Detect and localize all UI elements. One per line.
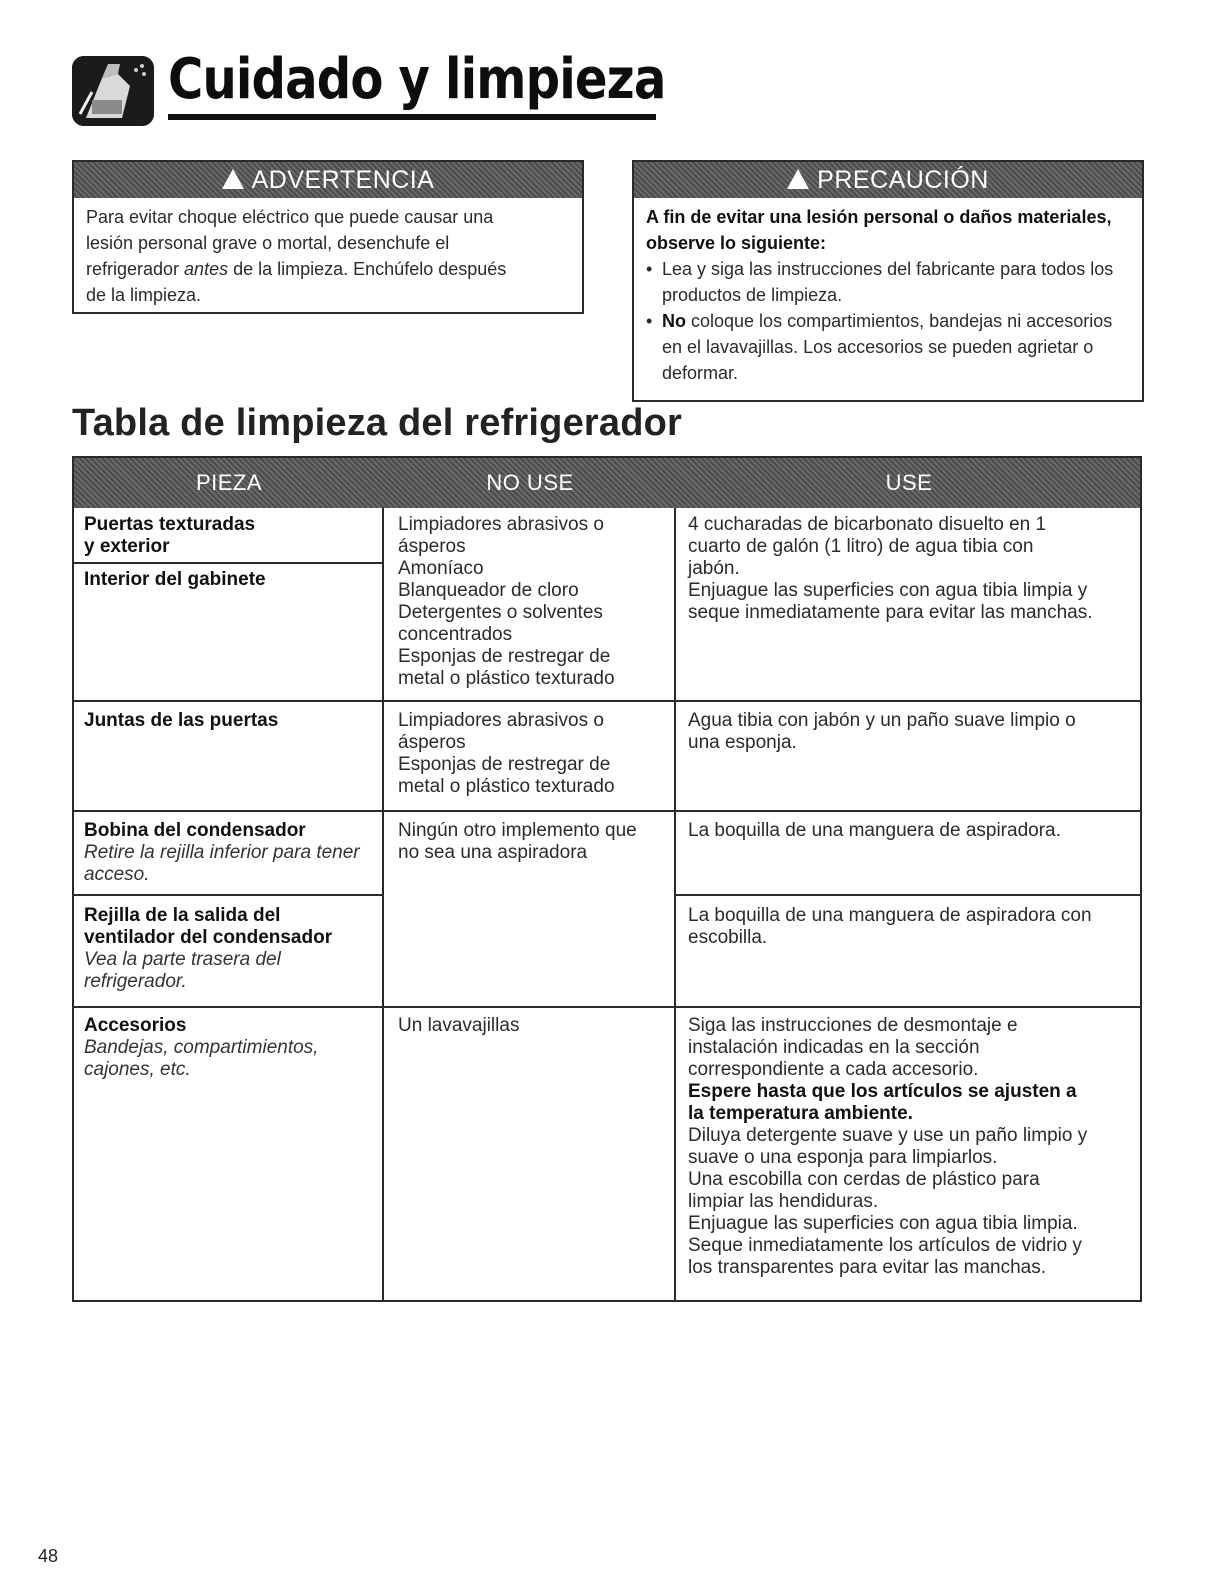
warning-triangle-icon: [222, 169, 244, 189]
caution-bullet-2: • No coloque los compartimientos, bandejas ni accesorios en el lavavajillas. Los accesorios se pueden agrietar o deformar.: [646, 308, 1130, 386]
table-row: Bobina del condensador Retire la rejilla inferior para tener acceso.: [84, 820, 360, 885]
no-use-cell-r5: Un lavavajillas: [398, 1015, 520, 1036]
warning-box: [72, 160, 584, 314]
use-cell-r5: Siga las instrucciones de desmontaje e instalación indicadas en la sección correspondiente a cada accesorio. Espere hasta que los artículos se ajusten a la temperatura ambiente. Diluya detergente suave y use un paño limpio y suave o una esponja para limpiarlos. Una escobilla con cerdas de plástico para limpiar las hendiduras. Enjuague las superficies con agua tibia limpia. Seque inmediatamente los artículos de vidrio y los transparentes para evitar las manchas.: [688, 1015, 1088, 1278]
page-title: Cuidado y limpieza: [168, 47, 666, 112]
caution-list: [646, 256, 1130, 386]
no-use-cell-r3: Ningún otro implemento que no sea una aspiradora: [398, 820, 637, 863]
col-header-pieza: PIEZA: [195, 470, 263, 495]
title-underline: [168, 114, 656, 120]
caution-text: A fin de evitar una lesión personal o daños materiales, observe lo siguiente: • Lea y siga las instrucciones del fabricante para todos los productos de limpieza. • No coloque los compartimientos, bandejas ni accesorios en el lavavajillas. Los accesorios se pueden agrietar o deformar.: [634, 198, 1142, 394]
caution-heading: PRECAUCIÓN: [634, 162, 1142, 198]
row-divider-4: [74, 1006, 1140, 1008]
caution-box: [632, 160, 1144, 402]
table-row: Accesorios Bandejas, compartimientos, cajones, etc.: [84, 1015, 319, 1080]
pieza-interior-gabinete: Interior del gabinete: [84, 569, 266, 590]
row-divider-2: [74, 810, 1140, 812]
use-cell-r3: La boquilla de una manguera de aspiradora.: [688, 820, 1061, 841]
caution-bullet-1: • Lea y siga las instrucciones del fabricante para todos los productos de limpieza.: [646, 256, 1130, 308]
table-row: Rejilla de la salida del ventilador del condensador Vea la parte trasera del refrigerador.: [84, 905, 333, 992]
warning-text: Para evitar choque eléctrico que puede causar una lesión personal grave o mortal, desenchufe el refrigerador antes de la limpieza. Enchúfelo después de la limpieza.: [86, 207, 507, 305]
no-use-cell-r2: Limpiadores abrasivos o ásperos Esponjas de restregar de metal o plástico texturado: [398, 710, 615, 797]
col-header-no-use: NO USE: [486, 470, 574, 495]
table-row: Juntas de las puertas: [84, 710, 279, 731]
row-divider-1: [74, 700, 1140, 702]
cleaning-spray-icon: [72, 56, 154, 126]
row-divider-3a: [74, 894, 382, 896]
row-divider-pieza-sub: [74, 562, 382, 564]
caution-triangle-icon: [787, 169, 809, 189]
table-row: Puertas texturadas y exterior: [84, 514, 256, 557]
page-header: [72, 44, 666, 130]
cleaning-table: [72, 456, 1142, 1302]
use-cell-r1: 4 cucharadas de bicarbonato disuelto en 1 cuarto de galón (1 litro) de agua tibia con jabón. Enjuague las superficies con agua tibia limpia y seque inmediatamente para evitar las manchas.: [688, 514, 1093, 623]
col-header-use: USE: [885, 470, 933, 495]
col-divider-2: [674, 508, 676, 1302]
row-divider-3b: [674, 894, 1140, 896]
col-divider-1: [382, 508, 384, 1302]
no-use-cell-r1: Limpiadores abrasivos o ásperos Amoníaco Blanqueador de cloro Detergentes o solventes concentrados Esponjas de restregar de metal o plástico texturado: [398, 514, 615, 689]
section-title: Tabla de limpieza del refrigerador: [72, 402, 683, 444]
use-cell-r2: Agua tibia con jabón y un paño suave limpio o una esponja.: [688, 710, 1076, 753]
warning-heading: ADVERTENCIA: [74, 162, 582, 198]
page-number: 48: [38, 1546, 59, 1566]
use-cell-r4: La boquilla de una manguera de aspiradora con escobilla.: [688, 905, 1092, 948]
table-header-row: [74, 458, 1140, 508]
